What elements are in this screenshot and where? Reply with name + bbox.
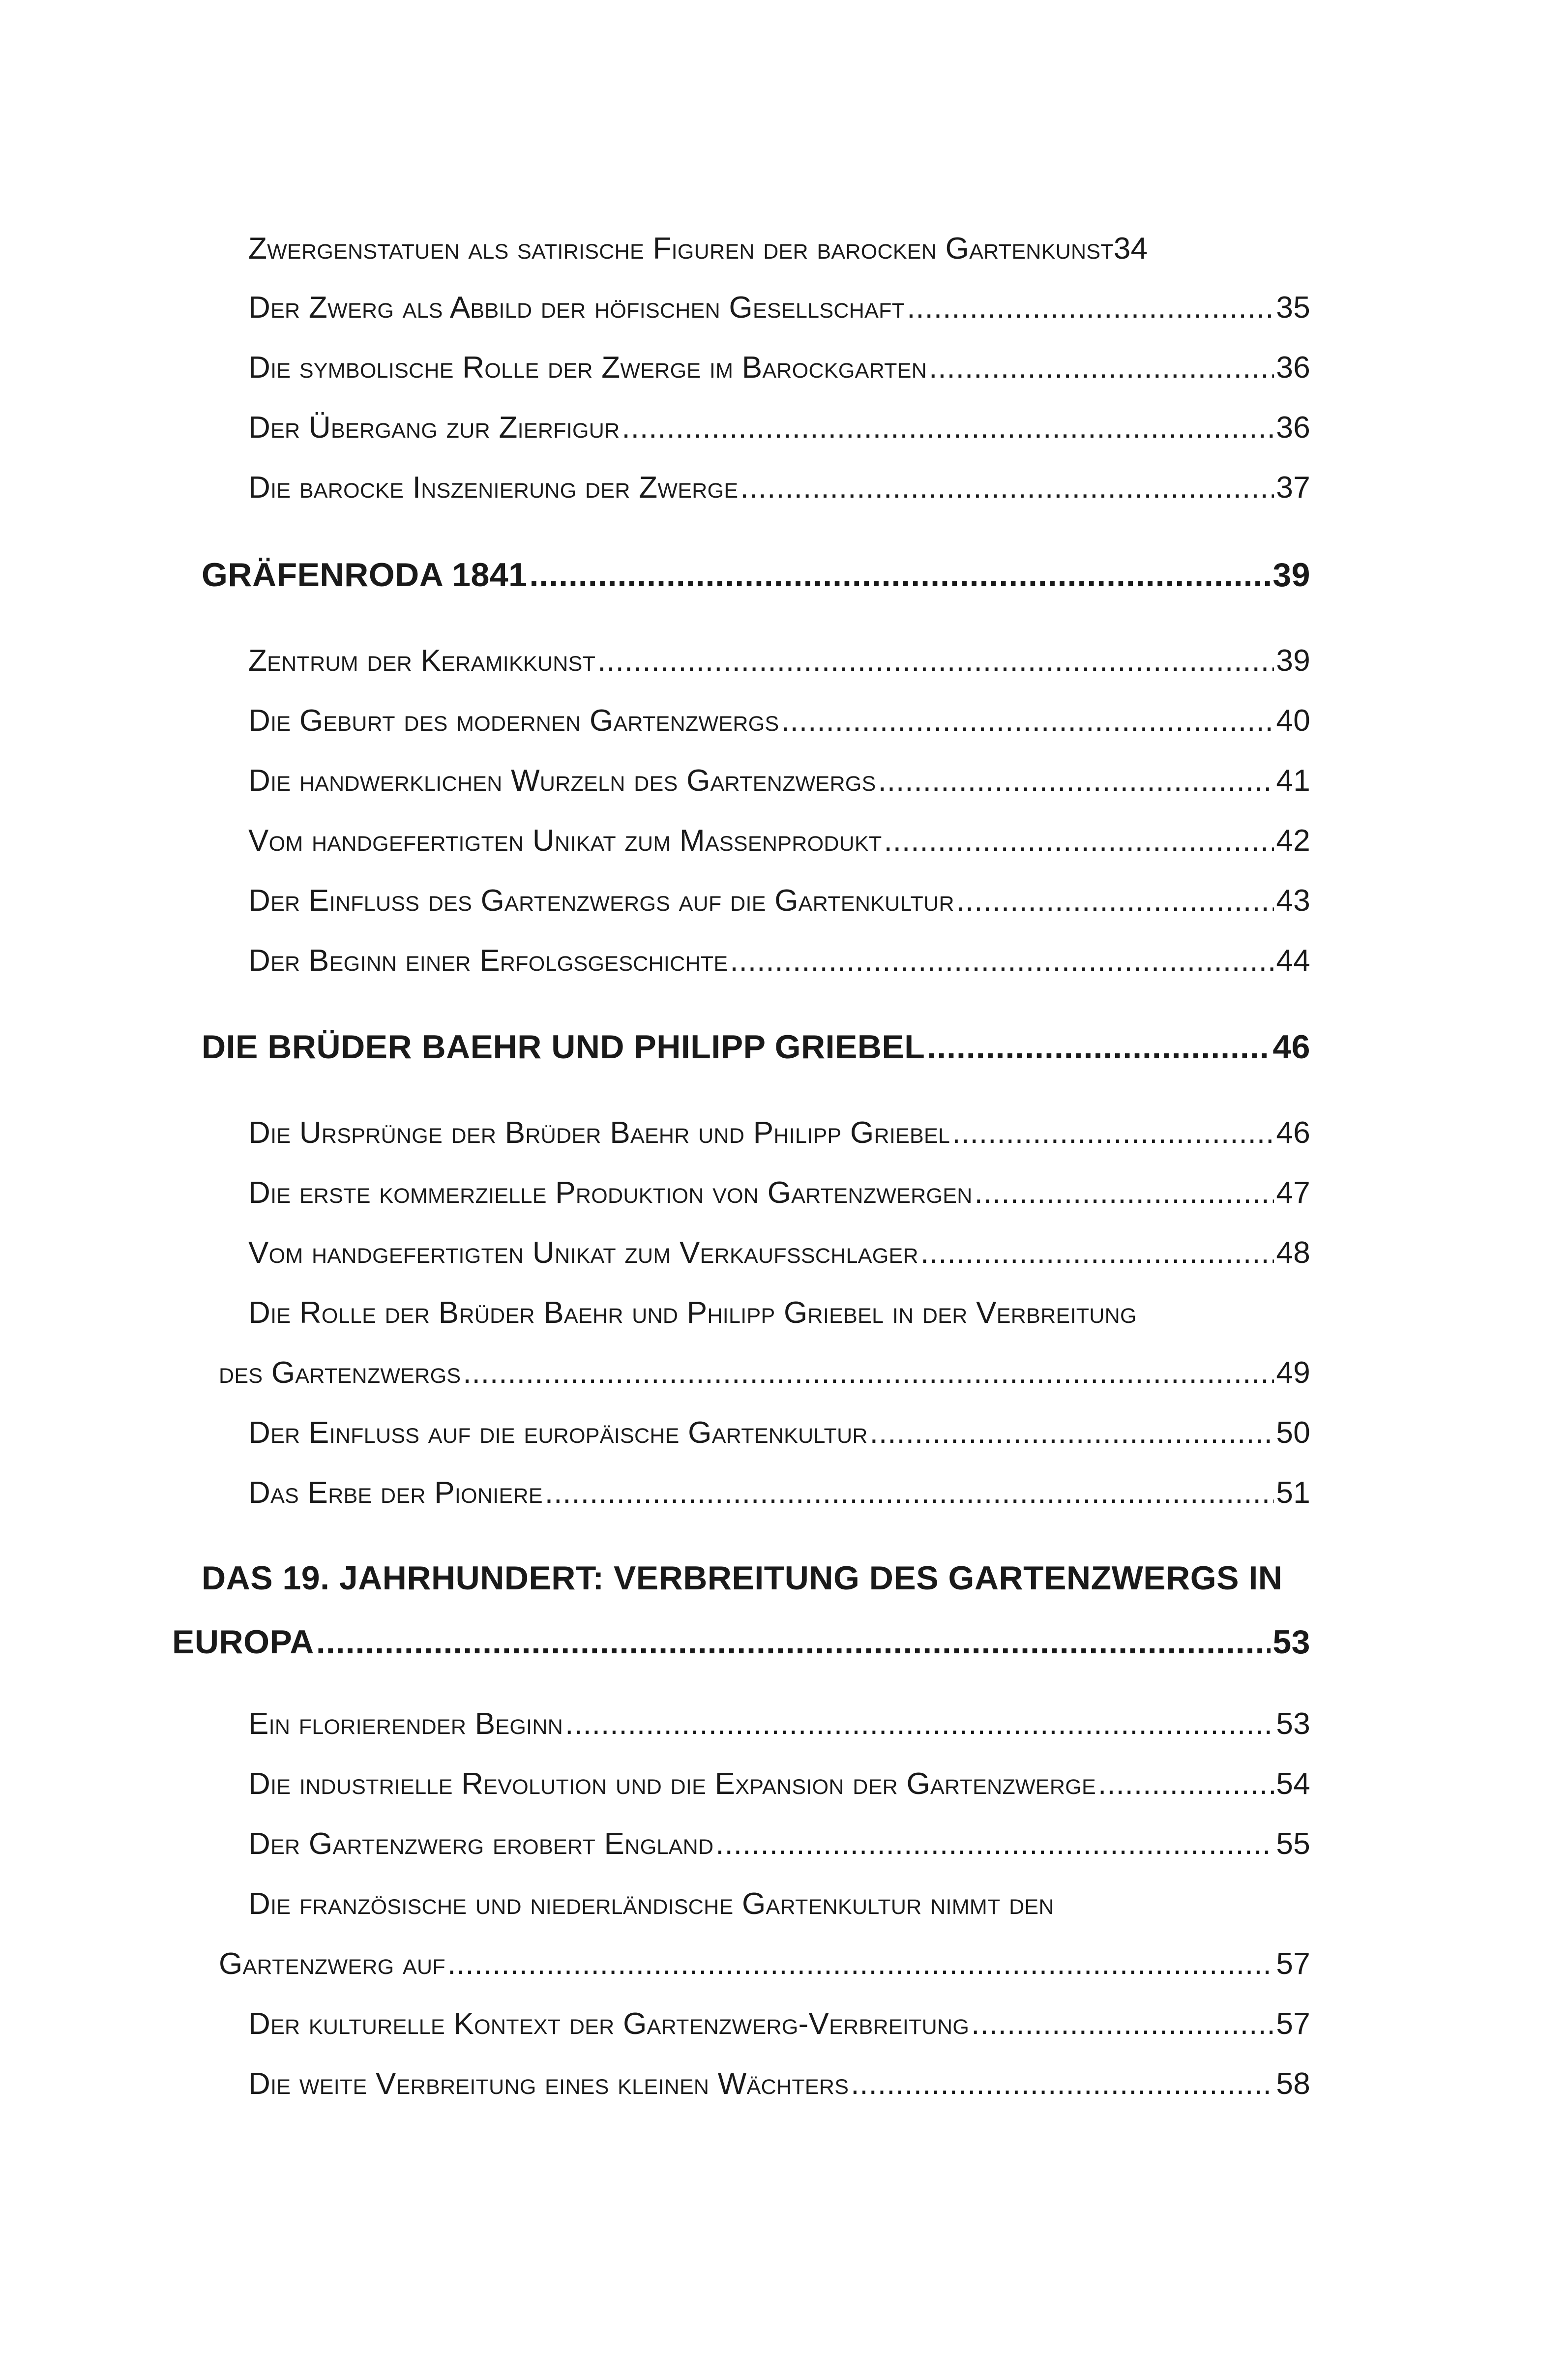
toc-chapter (202, 1028, 1310, 1066)
dot-leader (316, 1623, 1271, 1661)
toc-entry-page: 36 (1276, 411, 1310, 445)
toc-entry-page: 53 (1276, 1707, 1310, 1741)
toc-entry-title: Die barocke Inszenierung der Zwerge (248, 471, 739, 505)
dot-leader (447, 1946, 1274, 1981)
toc-chapter-title: DIE BRÜDER BAEHR UND PHILIPP GRIEBEL (202, 1028, 925, 1066)
toc-entry-page: 39 (1276, 644, 1310, 678)
dot-leader (971, 2006, 1274, 2041)
dot-leader (929, 350, 1274, 385)
dot-leader (622, 410, 1274, 445)
toc-chapter-page: 39 (1272, 556, 1310, 594)
toc-entry (248, 943, 1310, 978)
toc-entry (248, 1115, 1310, 1150)
toc-entry-title: Zentrum der Keramikkunst (248, 644, 596, 678)
toc-entry (248, 1766, 1310, 1801)
toc-entry (248, 410, 1310, 445)
toc-entry (248, 823, 1310, 858)
toc-entry (248, 1415, 1310, 1450)
toc-entry-title: Die symbolische Rolle der Zwerge im Barockgarten (248, 351, 927, 385)
toc-entry (248, 883, 1310, 918)
toc-chapter-title: DAS 19. JAHRHUNDERT: VERBREITUNG DES GARTENZWERGS IN (202, 1559, 1283, 1597)
toc-entry-title: Der Einfluss des Gartenzwergs auf die Gartenkultur (248, 884, 954, 918)
toc-entry-title: Die weite Verbreitung eines kleinen Wächters (248, 2067, 849, 2101)
toc-entry-title: Der kulturelle Kontext der Gartenzwerg-Verbreitung (248, 2007, 970, 2041)
toc-chapter (202, 556, 1310, 594)
toc-entry-title: Die Rolle der Brüder Baehr und Philipp Griebel in der Verbreitung (248, 1296, 1137, 1330)
toc-entry-title: Die Geburt des modernen Gartenzwergs (248, 704, 779, 738)
dot-leader (975, 1175, 1274, 1210)
toc-entry (248, 2066, 1310, 2101)
dot-leader (952, 1115, 1274, 1150)
dot-leader (781, 703, 1274, 738)
toc-entry-title: Die handwerklichen Wurzeln des Gartenzwergs (248, 764, 876, 798)
toc-chapter (172, 1623, 1310, 1661)
toc-entry-title: Zwergenstatuen als satirische Figuren der barocken Gartenkunst (248, 232, 1114, 266)
toc-entry-page: 51 (1276, 1476, 1310, 1510)
dot-leader (597, 643, 1274, 678)
toc-entry-title: Die industrielle Revolution und die Expansion der Gartenzwerge (248, 1767, 1096, 1801)
dot-leader (1098, 1766, 1274, 1801)
toc-entry-page: 48 (1276, 1236, 1310, 1270)
dot-leader (870, 1415, 1274, 1450)
toc-entry-title: Der Zwerg als Abbild der höfischen Gesellschaft (248, 291, 905, 325)
toc-entry-title-continuation: des Gartenzwergs (219, 1356, 461, 1390)
dot-leader (730, 943, 1274, 978)
toc-entry-title: Der Einfluss auf die europäische Gartenkultur (248, 1416, 868, 1450)
toc-entry (248, 703, 1310, 738)
toc-entry-page: 35 (1276, 291, 1310, 325)
toc-entry (248, 643, 1310, 678)
dot-leader (529, 556, 1271, 594)
toc-entry-title: Vom handgefertigten Unikat zum Massenprodukt (248, 824, 882, 858)
dot-leader (565, 1706, 1274, 1741)
toc-entry-title: Der Beginn einer Erfolgsgeschichte (248, 944, 728, 978)
dot-leader (907, 290, 1274, 325)
toc-entry (248, 290, 1310, 325)
toc-entry (248, 231, 1310, 266)
toc-entry-page: 42 (1276, 824, 1310, 858)
toc-entry-title: Das Erbe der Pioniere (248, 1476, 543, 1510)
toc-chapter-page: 46 (1272, 1028, 1310, 1066)
toc-entry (248, 470, 1310, 505)
toc-entry (248, 350, 1310, 385)
dot-leader (851, 2066, 1274, 2101)
toc-entry-page: 47 (1276, 1176, 1310, 1210)
toc-entry-page: 49 (1276, 1356, 1310, 1390)
toc-entry-page: 57 (1276, 2007, 1310, 2041)
toc-entry-page: 46 (1276, 1116, 1310, 1150)
toc-entry-page: 50 (1276, 1416, 1310, 1450)
toc-entry-page: 36 (1276, 351, 1310, 385)
dot-leader (956, 883, 1274, 918)
dot-leader (545, 1475, 1274, 1510)
toc-entry (248, 1175, 1310, 1210)
toc-entry (248, 2006, 1310, 2041)
toc-entry-page: 54 (1276, 1767, 1310, 1801)
toc-entry (248, 1826, 1310, 1861)
toc-entry-page: 34 (1113, 232, 1148, 266)
dot-leader (878, 763, 1274, 798)
toc-entry-page: 58 (1276, 2067, 1310, 2101)
dot-leader (715, 1826, 1274, 1861)
toc-chapter-page: 53 (1272, 1623, 1310, 1661)
toc-entry (248, 1475, 1310, 1510)
toc-entry-title: Der Übergang zur Zierfigur (248, 411, 620, 445)
toc-entry-page: 57 (1276, 1947, 1310, 1981)
toc-entry (248, 1235, 1310, 1270)
toc-entry-title: Der Gartenzwerg erobert England (248, 1827, 714, 1861)
toc-entry-title-continuation: Gartenzwerg auf (219, 1947, 445, 1981)
toc-entry-title: Die Ursprünge der Brüder Baehr und Philipp Griebel (248, 1116, 950, 1150)
toc-chapter-title: GRÄFENRODA 1841 (202, 556, 528, 594)
toc-entry (219, 1355, 1310, 1390)
toc-entry-title: Vom handgefertigten Unikat zum Verkaufsschlager (248, 1236, 918, 1270)
toc-entry-page: 40 (1276, 704, 1310, 738)
toc-entry-page: 55 (1276, 1827, 1310, 1861)
toc-entry-title: Ein florierender Beginn (248, 1707, 563, 1741)
toc-entry-page: 43 (1276, 884, 1310, 918)
toc-entry (248, 1706, 1310, 1741)
toc-entry (248, 763, 1310, 798)
dot-leader (920, 1235, 1274, 1270)
toc-entry-page: 41 (1276, 764, 1310, 798)
dot-leader (740, 470, 1274, 505)
toc-chapter-title-continuation: EUROPA (172, 1623, 314, 1661)
dot-leader (463, 1355, 1274, 1390)
toc-entry (219, 1946, 1310, 1981)
toc-entry-page: 37 (1276, 471, 1310, 505)
toc-entry-title: Die französische und niederländische Gartenkultur nimmt den (248, 1887, 1054, 1921)
toc-entry-page: 44 (1276, 944, 1310, 978)
dot-leader (884, 823, 1274, 858)
toc-entry-title: Die erste kommerzielle Produktion von Gartenzwergen (248, 1176, 973, 1210)
dot-leader (927, 1028, 1271, 1066)
